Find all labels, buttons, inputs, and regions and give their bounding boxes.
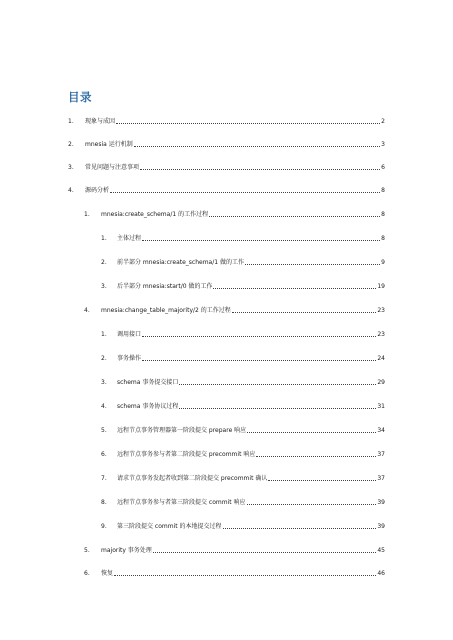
toc-entry[interactable] <box>101 354 385 364</box>
toc-entry-page: 23 <box>377 307 385 314</box>
toc-entry-page: 23 <box>377 331 385 338</box>
toc-dot-leader <box>142 330 376 337</box>
toc-entry-number: 2. <box>101 355 107 362</box>
toc-entry[interactable] <box>101 522 385 532</box>
toc-dot-leader <box>116 117 380 124</box>
toc-entry-title: 远程节点事务参与者第三阶段提交 commit 响应 <box>117 499 246 506</box>
toc-dot-leader <box>256 450 376 457</box>
toc-entry-number: 6. <box>101 451 107 458</box>
toc-dot-leader <box>114 569 376 576</box>
toc-dot-leader <box>213 282 376 289</box>
toc-entry[interactable] <box>101 426 385 436</box>
toc-entry[interactable] <box>101 498 385 508</box>
toc-entry-number: 9. <box>101 523 107 530</box>
toc-dot-leader <box>223 522 377 529</box>
toc-entry-title: 调用接口 <box>117 331 142 338</box>
toc-entry-title: mnesia:create_schema/1 的工作过程 <box>101 211 209 218</box>
toc-entry-title: 第三阶段提交 commit 的本地提交过程 <box>117 523 222 530</box>
toc-entry-number: 8. <box>101 499 107 506</box>
toc-entry-page: 39 <box>377 499 385 506</box>
toc-entry[interactable] <box>68 186 385 196</box>
toc-entry-page: 9 <box>381 259 385 266</box>
toc-entry-title: 请求节点事务发起者收到第二阶段提交 precommit 确认 <box>117 475 268 482</box>
toc-entry-page: 46 <box>377 570 385 577</box>
toc-entry-number: 4. <box>68 187 74 194</box>
toc-entry-title: 前半部分 mnesia:create_schema/1 做的工作 <box>117 259 244 266</box>
toc-dot-leader <box>245 258 380 265</box>
toc-entry-title: 远程节点事务管理器第一阶段提交 prepare 响应 <box>117 427 247 434</box>
toc-entry-page: 34 <box>377 427 385 434</box>
toc-dot-leader <box>247 426 376 433</box>
toc-entry[interactable] <box>101 450 385 460</box>
toc-entry-page: 3 <box>381 141 385 148</box>
toc-entry-title: 源码分析 <box>85 187 110 194</box>
toc-entry[interactable] <box>68 117 385 127</box>
toc-entry-number: 5. <box>84 547 90 554</box>
toc-entry[interactable] <box>101 378 385 388</box>
toc-entry-page: 2 <box>381 118 385 125</box>
toc-entry[interactable] <box>101 234 385 244</box>
toc-entry-page: 8 <box>381 235 385 242</box>
toc-entry-number: 1. <box>84 211 90 218</box>
toc-entry-number: 4. <box>84 307 90 314</box>
toc-entry-number: 1. <box>68 118 74 125</box>
toc-entry-title: majority 事务处理 <box>101 547 152 554</box>
toc-entry-title: 远程节点事务参与者第二阶段提交 precommit 响应 <box>117 451 256 458</box>
toc-entry[interactable] <box>68 140 385 150</box>
toc-entry-number: 1. <box>101 331 107 338</box>
toc-entry-title: 恢复 <box>101 570 114 577</box>
toc-entry-page: 45 <box>377 547 385 554</box>
toc-dot-leader <box>110 186 380 193</box>
toc-dot-leader <box>209 210 380 217</box>
toc-entry[interactable] <box>101 402 385 412</box>
toc-dot-leader <box>142 234 380 241</box>
toc-entry[interactable] <box>101 282 385 292</box>
toc-entry-number: 2. <box>101 259 107 266</box>
toc-entry-page: 8 <box>381 211 385 218</box>
toc-entry[interactable] <box>84 306 385 316</box>
toc-entry-title: schema 事务协议过程 <box>117 403 179 410</box>
toc-entry-page: 8 <box>381 187 385 194</box>
toc-entry-title: 主体过程 <box>117 235 142 242</box>
toc-dot-leader <box>179 378 376 385</box>
toc-entry-page: 39 <box>377 523 385 530</box>
toc-dot-leader <box>247 498 377 505</box>
toc-entry-title: 常见问题与注意事项 <box>85 164 140 171</box>
toc-entry-number: 5. <box>101 427 107 434</box>
toc-dot-leader <box>134 140 380 147</box>
toc-entry-number: 3. <box>101 379 107 386</box>
toc-dot-leader <box>179 402 376 409</box>
toc-entry[interactable] <box>101 258 385 268</box>
toc-entry-page: 37 <box>377 475 385 482</box>
toc-dot-leader <box>268 474 376 481</box>
toc-entry[interactable] <box>84 569 385 579</box>
toc-entry-number: 7. <box>101 475 107 482</box>
toc-entry-title: mnesia:change_table_majority/2 的工作过程 <box>101 307 231 314</box>
toc-entry[interactable] <box>68 163 385 173</box>
toc-entry-number: 1. <box>101 235 107 242</box>
toc-dot-leader <box>232 306 377 313</box>
toc-entry[interactable] <box>101 330 385 340</box>
toc-dot-leader <box>140 163 380 170</box>
toc-title: 目录 <box>68 90 92 104</box>
toc-entry-page: 24 <box>377 355 385 362</box>
toc-entry-number: 6. <box>84 570 90 577</box>
toc-entry-page: 19 <box>377 283 385 290</box>
toc-entry-number: 2. <box>68 141 74 148</box>
toc-entry-title: schema 事务提交接口 <box>117 379 179 386</box>
toc-entry-page: 29 <box>377 379 385 386</box>
toc-entry-number: 3. <box>101 283 107 290</box>
toc-entry-page: 31 <box>377 403 385 410</box>
toc-entry[interactable] <box>84 546 385 556</box>
toc-entry-number: 3. <box>68 164 74 171</box>
toc-entry-number: 4. <box>101 403 107 410</box>
toc-dot-leader <box>153 546 377 553</box>
toc-entry-title: 事务操作 <box>117 355 142 362</box>
toc-entry[interactable] <box>101 474 385 484</box>
toc-entry-title: mnesia 运行机制 <box>85 141 133 148</box>
toc-entry-title: 后半部分 mnesia:start/0 做的工作 <box>117 283 213 290</box>
toc-entry[interactable] <box>84 210 385 220</box>
toc-entry-title: 现象与成因 <box>85 118 116 125</box>
toc-entry-page: 6 <box>381 164 385 171</box>
toc-entry-page: 37 <box>377 451 385 458</box>
toc-dot-leader <box>142 354 376 361</box>
